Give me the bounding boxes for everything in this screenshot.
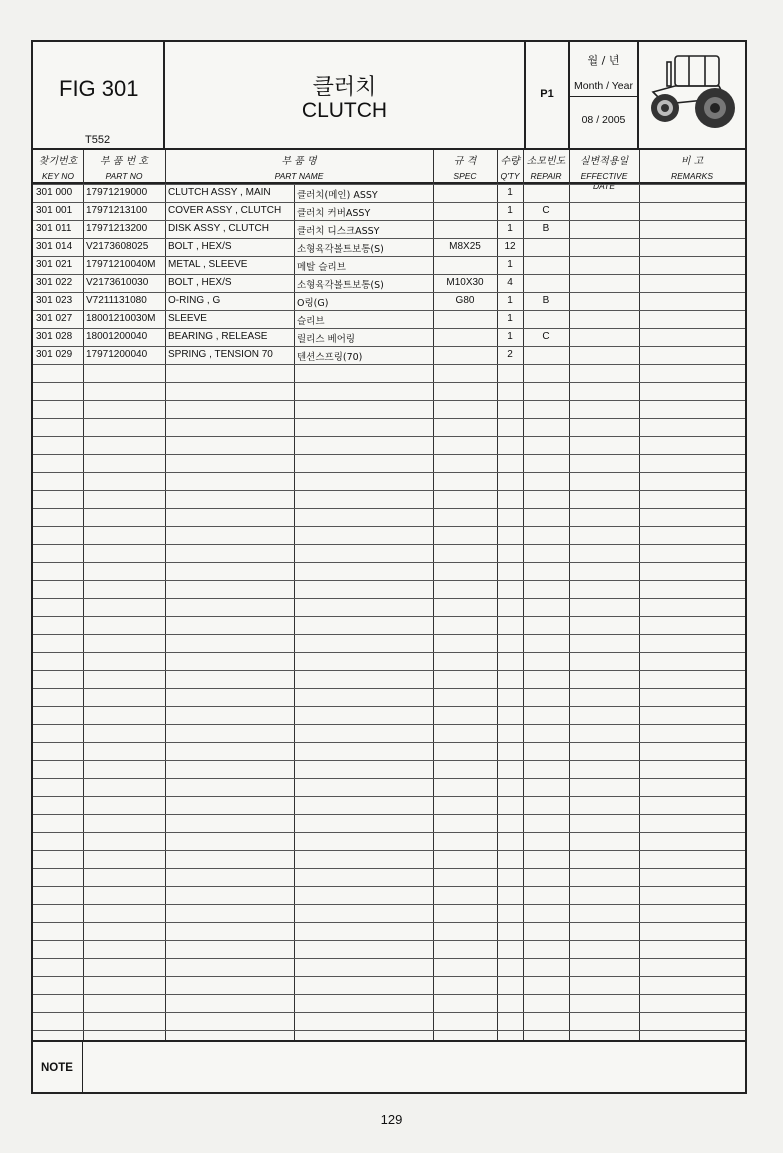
cell-qty: 1	[507, 259, 513, 270]
cell-name-ko: 릴리스 베어링	[297, 334, 356, 345]
grid-hline	[33, 382, 745, 383]
cell-spec: G80	[455, 295, 475, 306]
grid-hline	[33, 418, 745, 419]
cell-key: 301 011	[36, 223, 72, 234]
cell-qty: 1	[507, 223, 513, 234]
date-value: 08 / 2005	[581, 114, 626, 126]
parts-sheet	[31, 40, 747, 1094]
cell-name-en: METAL , SLEEVE	[168, 259, 248, 270]
grid-hline	[33, 868, 745, 869]
table-row	[33, 238, 745, 256]
page-label: P1	[540, 88, 554, 100]
col-effective-date: 실변적용일 EFFECTIVE DATE	[579, 156, 629, 191]
grid-hline	[33, 490, 745, 491]
cell-qty: 1	[507, 187, 513, 198]
grid-hline	[33, 778, 745, 779]
grid-hline	[33, 742, 745, 743]
grid-hline	[33, 814, 745, 815]
grid-hline	[33, 634, 745, 635]
cell-qty: 1	[507, 295, 513, 306]
cell-name-en: CLUTCH ASSY , MAIN	[168, 187, 271, 198]
grid-hline	[33, 760, 745, 761]
cell-key: 301 000	[36, 187, 73, 198]
grid-hline	[33, 706, 745, 707]
col-qty: 수량 Q'TY	[500, 156, 520, 181]
table-row	[33, 202, 745, 220]
grid-hline	[33, 616, 745, 617]
cell-key: 301 022	[36, 277, 73, 288]
cell-name-en: O-RING , G	[168, 295, 221, 306]
cell-repair: B	[542, 295, 550, 306]
cell-name-en: DISK ASSY , CLUTCH	[168, 223, 269, 234]
cell-name-ko: O링(G)	[297, 298, 329, 309]
grid-hline	[33, 976, 745, 977]
table-row	[33, 346, 745, 364]
grid-hline	[33, 580, 745, 581]
table-row	[33, 184, 745, 202]
cell-name-ko: 소형육각볼트보통(S)	[297, 280, 384, 291]
cell-part-no: 17971210040M	[86, 259, 156, 270]
date-box	[570, 42, 639, 148]
cell-part-no: 18001210030M	[86, 313, 156, 324]
cell-part-no: 17971213200	[86, 223, 148, 234]
cell-key: 301 029	[36, 349, 73, 360]
grid-hline	[33, 724, 745, 725]
grid-hline	[33, 508, 745, 509]
grid-hline	[33, 652, 745, 653]
note-label-box	[33, 1042, 83, 1094]
cell-qty: 1	[507, 313, 513, 324]
figure-box	[33, 42, 165, 148]
table-row	[33, 274, 745, 292]
grid-hline	[33, 436, 745, 437]
cell-part-no: 17971200040	[86, 349, 148, 360]
grid-hline	[33, 1030, 745, 1031]
table-row	[33, 328, 745, 346]
date-label-korean: 월 / 년	[587, 54, 620, 67]
cell-name-en: SPRING , TENSION 70	[168, 349, 273, 360]
cell-name-en: BEARING , RELEASE	[168, 331, 268, 342]
grid-hline	[33, 598, 745, 599]
table-row	[33, 256, 745, 274]
grid-hline	[33, 1012, 745, 1013]
cell-repair: C	[542, 205, 550, 216]
cell-part-no: 18001200040	[86, 331, 148, 342]
date-label-english: Month / Year	[574, 80, 633, 92]
cell-key: 301 001	[36, 205, 73, 216]
cell-name-ko: 클러치(메인) ASSY	[297, 190, 378, 201]
grid-hline	[33, 526, 745, 527]
grid-hline	[33, 454, 745, 455]
cell-spec: M8X25	[449, 241, 481, 252]
grid-hline	[33, 364, 745, 365]
cell-qty: 4	[507, 277, 513, 288]
grid-hline	[33, 994, 745, 995]
grid-hline	[33, 922, 745, 923]
grid-hline	[33, 904, 745, 905]
table-row	[33, 220, 745, 238]
grid-hline	[33, 562, 745, 563]
grid-hline	[33, 400, 745, 401]
cell-part-no: V2173610030	[86, 277, 149, 288]
cell-name-ko: 클러치 커버ASSY	[297, 208, 371, 219]
cell-spec: M10X30	[446, 277, 484, 288]
cell-name-ko: 슬리브	[297, 316, 325, 327]
grid-hline	[33, 796, 745, 797]
note-label: NOTE	[41, 1062, 73, 1074]
col-part-no: 부 품 번 호 PART NO	[99, 156, 149, 181]
cell-part-no: 17971219000	[86, 187, 148, 198]
cell-name-ko: 소형육각볼트보통(S)	[297, 244, 384, 255]
grid-hline	[33, 958, 745, 959]
parts-table	[33, 184, 745, 1040]
grid-hline	[33, 940, 745, 941]
cell-qty: 12	[504, 241, 516, 252]
grid-hline	[33, 832, 745, 833]
cell-qty: 2	[507, 349, 513, 360]
col-part-name: 부 품 명 PART NAME	[274, 156, 324, 181]
col-repair: 소모빈도 REPAIR	[526, 156, 566, 181]
col-remarks: 비 고 REMARKS	[670, 156, 714, 181]
grid-hline	[33, 886, 745, 887]
tractor-icon	[645, 48, 741, 136]
cell-name-ko: 텐션스프링(70)	[297, 352, 363, 363]
grid-hline	[33, 688, 745, 689]
figure-number: FIG 301	[59, 76, 139, 101]
date-divider	[570, 96, 637, 97]
cell-key: 301 027	[36, 313, 73, 324]
page-box	[526, 42, 570, 148]
cell-part-no: V7211131080	[86, 295, 147, 306]
cell-name-ko: 메탈 슬리브	[297, 262, 346, 273]
cell-key: 301 023	[36, 295, 73, 306]
cell-repair: B	[542, 223, 550, 234]
title-english: CLUTCH	[301, 99, 388, 122]
tractor-image-box	[639, 42, 745, 148]
cell-name-ko: 클러치 디스크ASSY	[297, 226, 380, 237]
grid-hline	[33, 850, 745, 851]
grid-hline	[33, 544, 745, 545]
cell-name-en: COVER ASSY , CLUTCH	[168, 205, 282, 216]
title-box	[165, 42, 526, 148]
note-area	[33, 1040, 745, 1092]
cell-name-en: SLEEVE	[168, 313, 207, 324]
grid-hline	[33, 472, 745, 473]
page-number: 129	[380, 1112, 403, 1127]
cell-key: 301 021	[36, 259, 73, 270]
cell-key: 301 028	[36, 331, 73, 342]
cell-repair: C	[542, 331, 550, 342]
cell-qty: 1	[507, 205, 513, 216]
header	[33, 42, 745, 150]
cell-part-no: V2173608025	[86, 241, 149, 252]
model-number: T552	[85, 134, 111, 146]
cell-key: 301 014	[36, 241, 73, 252]
col-key-no: 찾기번호 KEY NO	[38, 156, 78, 181]
title-korean: 클러치	[312, 75, 377, 100]
cell-name-en: BOLT , HEX/S	[168, 277, 232, 288]
cell-part-no: 17971213100	[86, 205, 148, 216]
grid-hline	[33, 670, 745, 671]
table-row	[33, 310, 745, 328]
cell-qty: 1	[507, 331, 513, 342]
col-spec: 규 격 SPEC	[453, 156, 477, 181]
cell-name-en: BOLT , HEX/S	[168, 241, 232, 252]
table-row	[33, 292, 745, 310]
